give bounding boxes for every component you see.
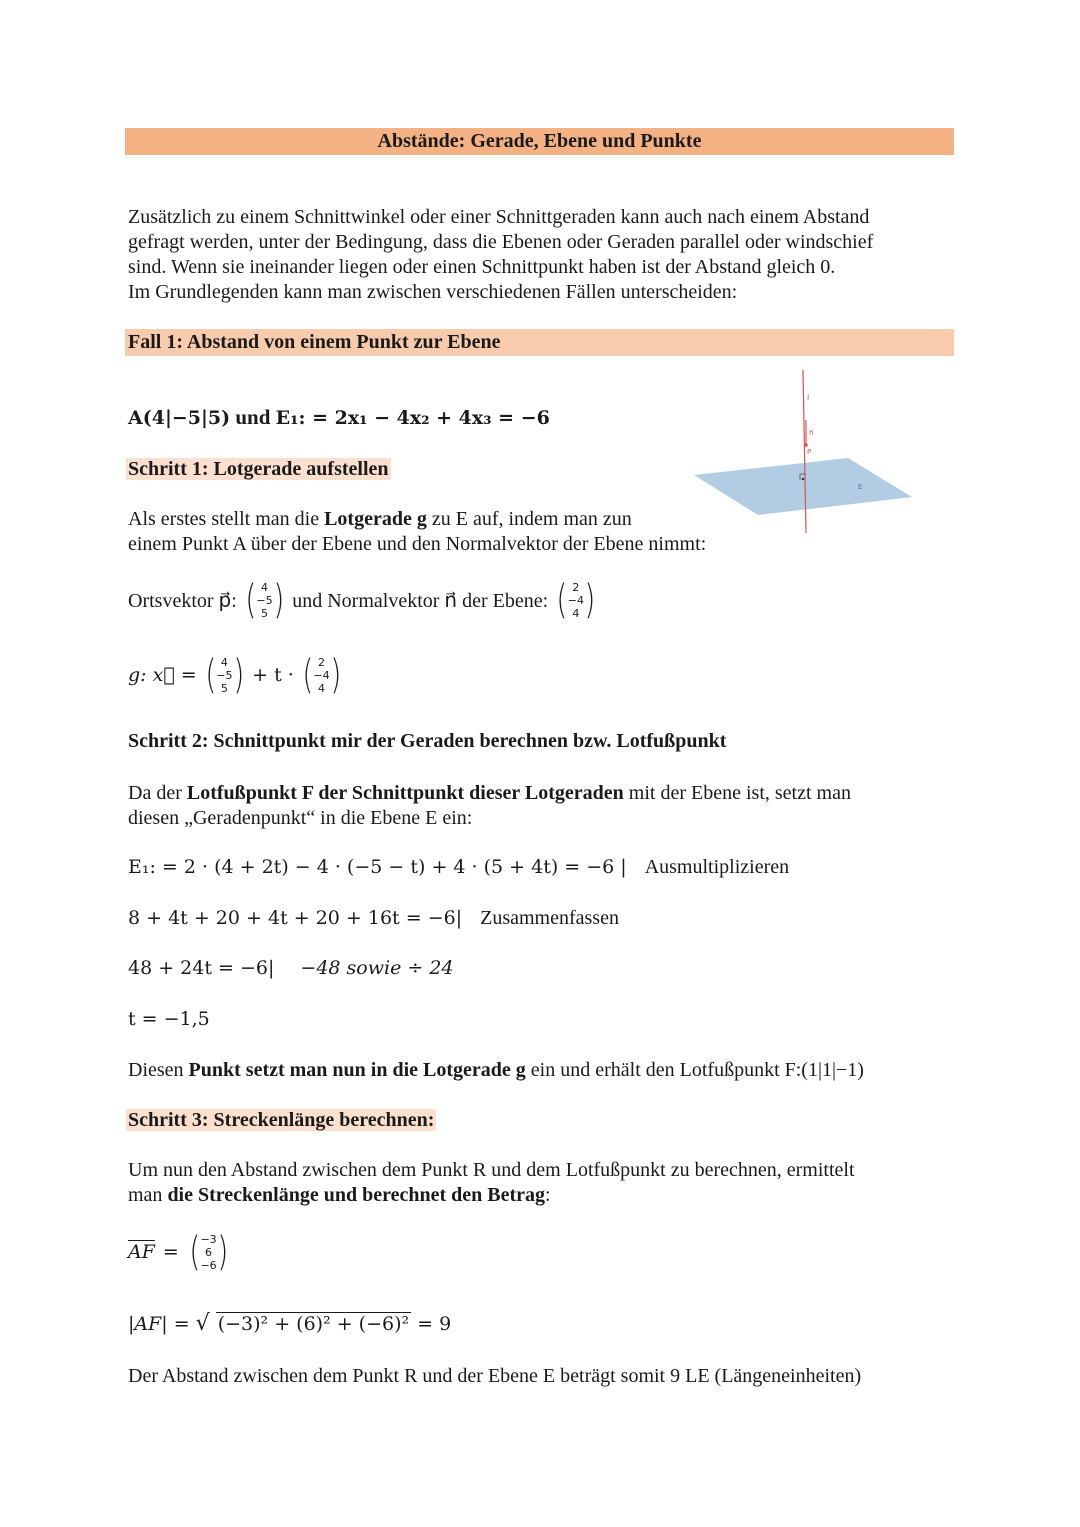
step2-heading: Schritt 2: Schnittpunkt mir der Geraden berechnen bzw. Lotfußpunkt <box>128 730 727 752</box>
ortsvektor-label: Ortsvektor p⃗: <box>128 589 237 612</box>
plane-label: E <box>858 483 863 491</box>
line-label: l <box>807 393 810 402</box>
step3-paragraph: Um nun den Abstand zwischen dem Punkt R und dem Lotfußpunkt zu berechnen, ermittelt man die Streckenlänge und berechnet den Betrag: <box>128 1159 855 1206</box>
magnitude-af: |AF| = √ (−3)² + (6)² + (−6)² = 9 <box>128 1311 452 1336</box>
line-equation-g: g: x⃗ = ( 4 −5 5 ) + t · ( 2 −4 4 ) <box>128 655 343 695</box>
intro-line: Zusätzlich zu einem Schnittwinkel oder einer Schnittgeraden kann auch nach einem Abstand <box>128 206 870 228</box>
conclusion: Der Abstand zwischen dem Punkt R und der Ebene E beträgt somit 9 LE (Längeneinheiten) <box>128 1365 862 1387</box>
page-title: Abstände: Gerade, Ebene und Punkte <box>125 128 954 155</box>
given-plane: E₁: = 2x₁ − 4x₂ + 4x₃ = −6 <box>275 407 550 429</box>
equation-2: 8 + 4t + 20 + 4t + 20 + 16t = −6| Zusammenfassen <box>128 907 619 929</box>
section-heading-fall1: Fall 1: Abstand von einem Punkt zur Ebene <box>125 329 954 356</box>
ortsvektor-line <box>128 577 598 623</box>
step3-heading: Schritt 3: Streckenlänge berechnen: <box>128 1109 435 1131</box>
equation-3: 48 + 24t = −6| −48 sowie ÷ 24 <box>128 957 454 979</box>
point-marker <box>804 443 808 447</box>
equation-4: t = −1,5 <box>128 1008 210 1030</box>
af-vector: ( −3 6 −6 ) <box>189 1229 228 1275</box>
given-statement: A(4|−5|5) und E₁: = 2x₁ − 4x₂ + 4x₃ = −6 <box>128 405 550 429</box>
foot-point-marker <box>802 478 804 480</box>
intro-line: Im Grundlegenden kann man zwischen verschiedenen Fällen unterscheiden: <box>128 281 738 303</box>
intro-paragraph <box>128 205 958 305</box>
intro-line: sind. Wenn sie ineinander liegen oder einen Schnittpunkt haben ist der Abstand gleich 0. <box>128 256 836 278</box>
intro-line: gefragt werden, unter der Bedingung, dass die Ebenen oder Geraden parallel oder windschief <box>128 231 874 253</box>
normal-vector-label: und Normalvektor n⃗ der Ebene: <box>292 589 549 612</box>
g-direction-vector: ( 2 −4 4 ) <box>302 652 341 698</box>
normal-label: n⃗ <box>809 429 814 437</box>
position-vector: ( 4 −5 5 ) <box>245 577 284 623</box>
step1-heading: Schritt 1: Lotgerade aufstellen <box>128 458 389 480</box>
equation-1: E₁: = 2 · (4 + 2t) − 4 · (−5 − t) + 4 · (5 + 4t) = −6 | Ausmultiplizieren <box>128 856 790 878</box>
step2-paragraph: Da der Lotfußpunkt F der Schnittpunkt dieser Lotgeraden mit der Ebene ist, setzt man diesen „Geradenpunkt“ in die Ebene E ein: <box>128 782 851 829</box>
g-position-vector: ( 4 −5 5 ) <box>205 652 244 698</box>
point-label: P <box>807 448 812 456</box>
vector-af: $\overline{AF}$ = ( −3 6 −6 ) <box>128 1232 230 1272</box>
normal-vector: ( 2 −4 4 ) <box>556 577 596 623</box>
step2-result: Diesen Punkt setzt man nun in die Lotgerade g ein und erhält den Lotfußpunkt F:(1|1|−1) <box>128 1059 864 1081</box>
step1-paragraph: Als erstes stellt man die Lotgerade g zu E auf, indem man zun einem Punkt A über der Ebene und den Normalvektor der Ebene nimmt: <box>128 508 707 555</box>
given-point: A(4|−5|5) <box>128 407 231 429</box>
